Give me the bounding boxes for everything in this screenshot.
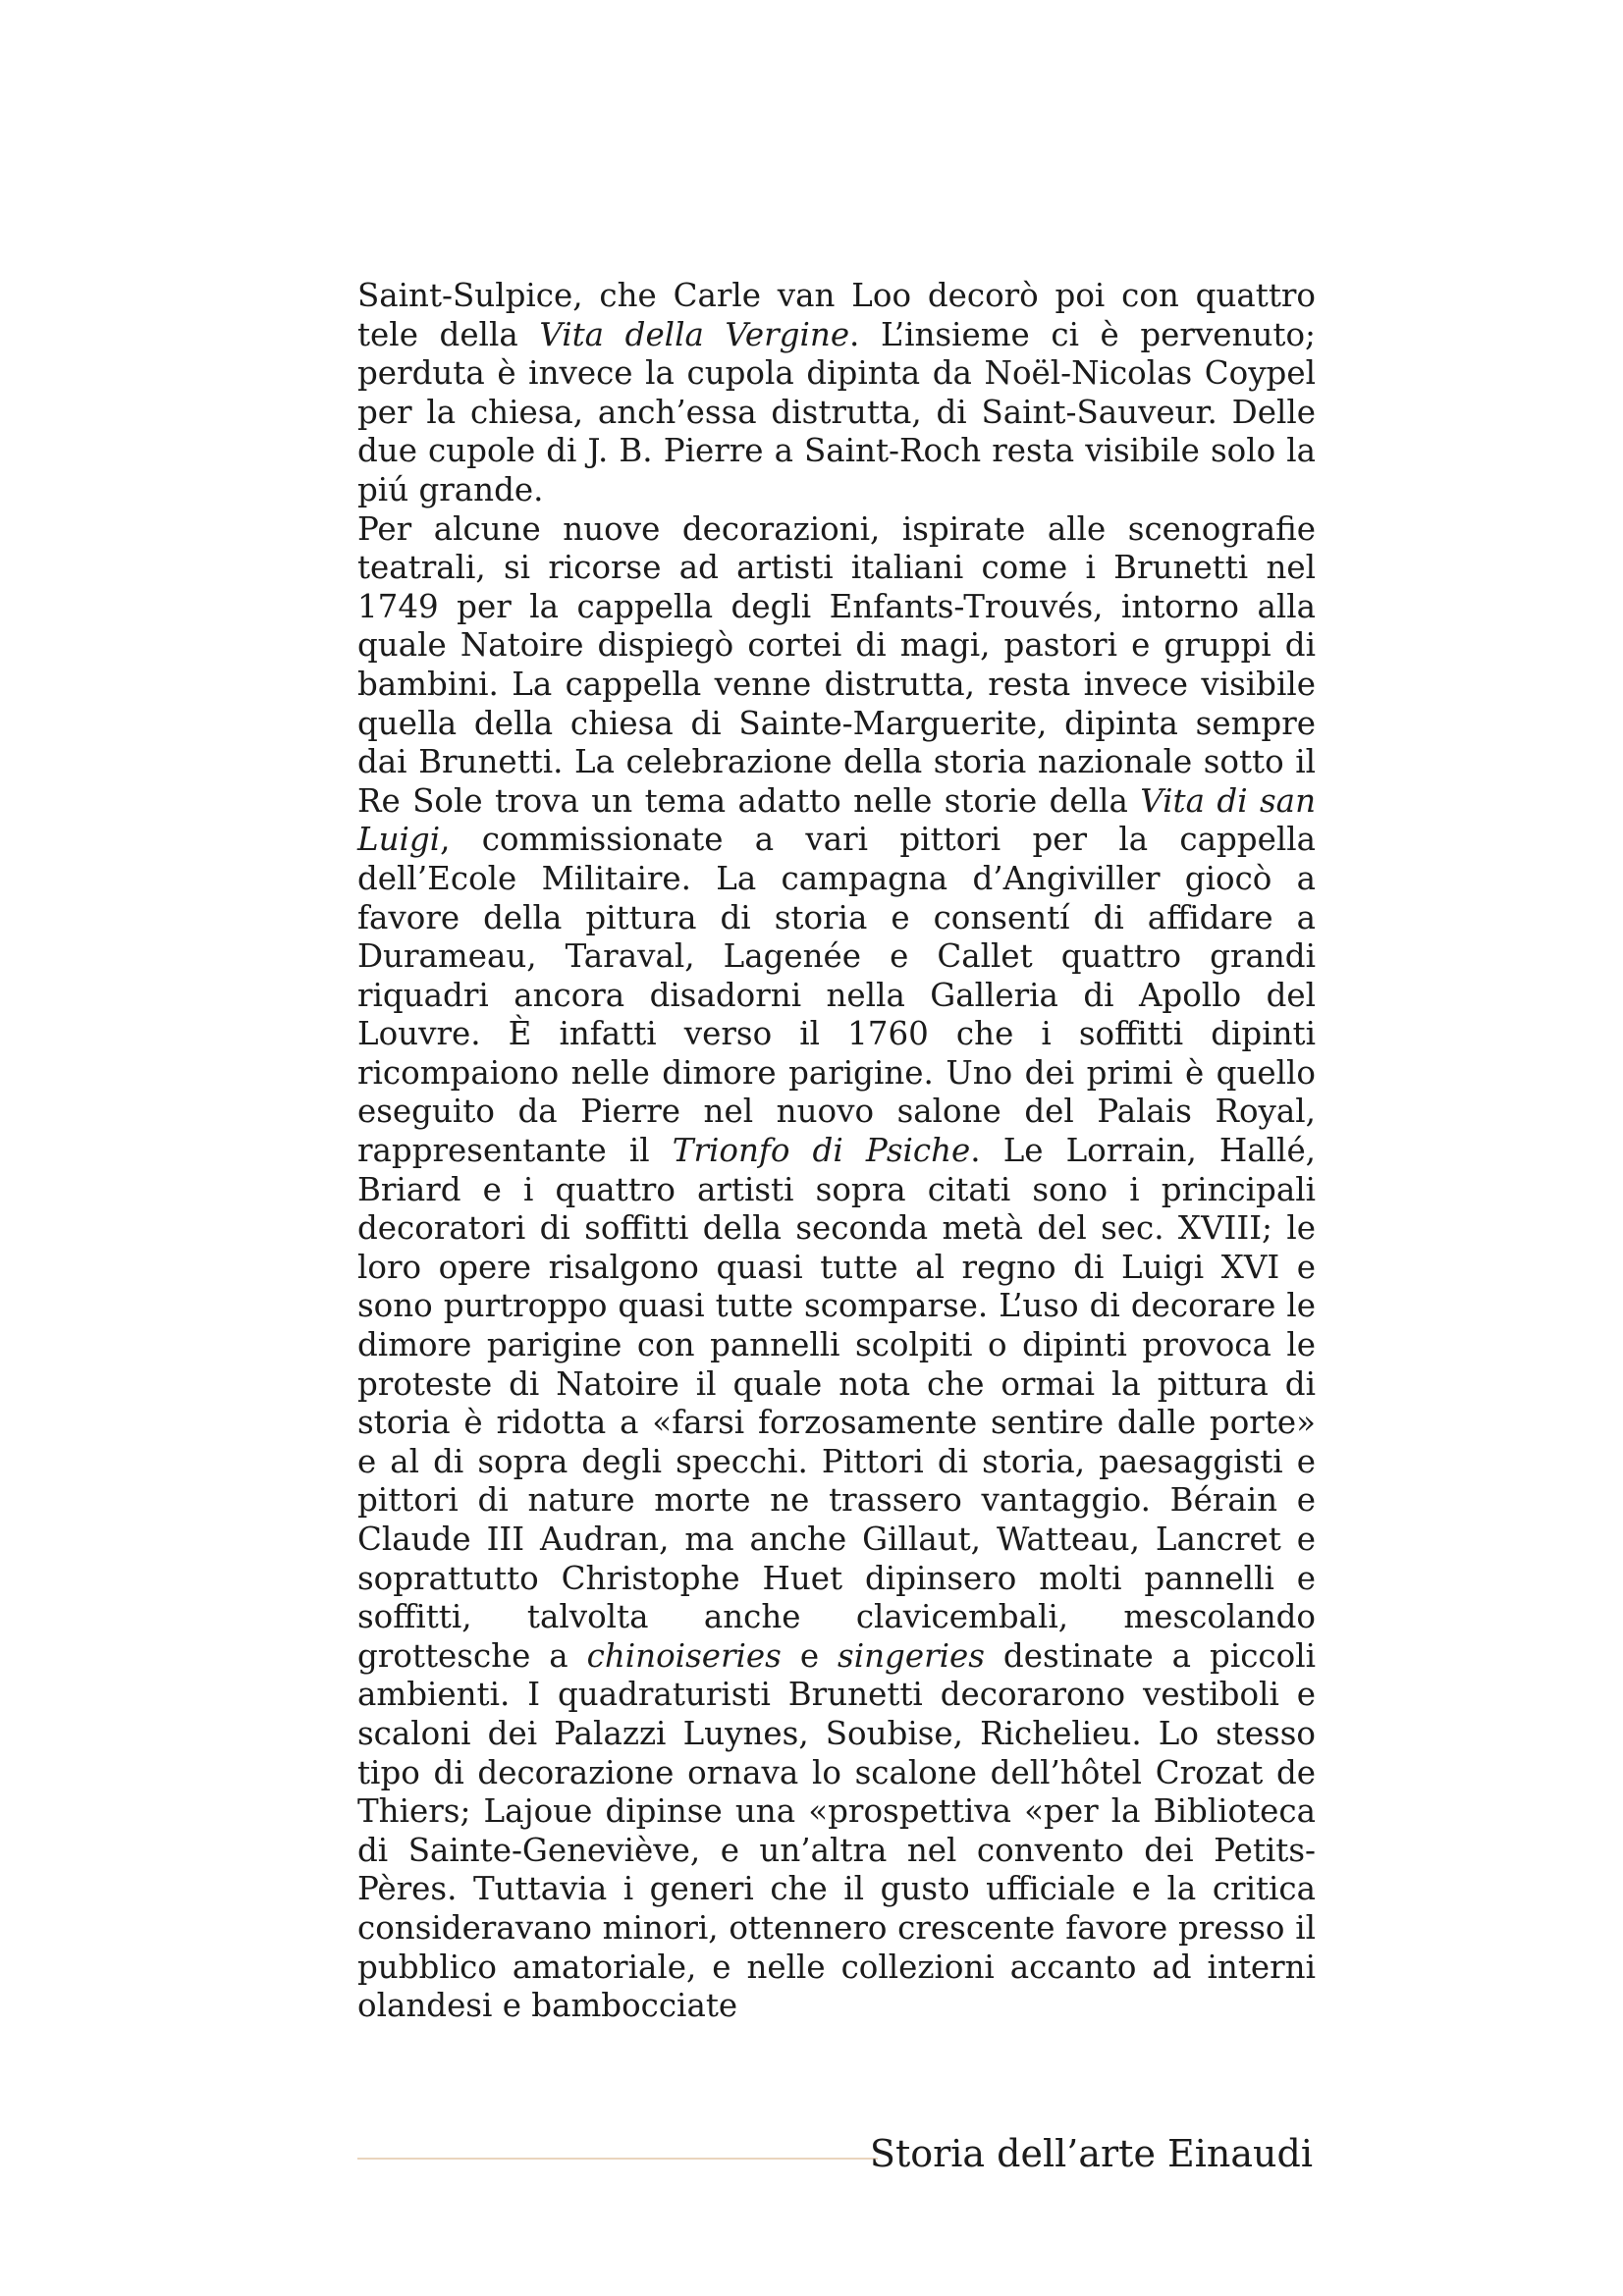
paragraph-2 [357,510,1316,2026]
text-run: Per alcune nuove decorazioni, ispirate alle scenografie teatrali, si ricorse ad artisti italiani come i Brunetti nel 1749 per la cappella degli Enfants-Trouvés, intorno alla quale Natoire dispiegò cortei di magi, pastori e gruppi di bambini. La cappella venne distrutta, resta invece visibile quella della chiesa di Sainte-Marguerite, dipinta sempre dai Brunetti. La celebrazione della storia nazionale sotto il Re Sole trova un tema adatto nelle storie della [357,509,1316,820]
footer-rule [357,2158,878,2160]
italic-title: Vita della Vergine [539,315,850,353]
body-text [357,277,1316,2026]
text-run: Saint-Sulpice, che Carle van Loo decorò poi con quattro tele della [357,277,1316,353]
footer-series-title: Storia dell’arte Einaudi [869,2132,1313,2175]
italic-title: Trionfo di Psiche [672,1132,971,1170]
text-run: e [781,1636,839,1675]
text-run: . L’insieme ci è pervenuto; perduta è invece la cupola dipinta da Noël-Nicolas Coypel per la chiesa, anch’essa distrutta, di Saint-Sauveur. Delle due cupole di J. B. Pierre a Saint-Roch resta visibile solo la piú grande. [357,315,1316,508]
italic-term: singeries [838,1636,985,1675]
italic-title: Vita di san Luigi [357,781,1316,859]
text-run: , commissionate a vari pittori per la cappella dell’Ecole Militaire. La campagna d’Angiviller giocò a favore della pittura di storia e consentí di affidare a Durameau, Taraval, Lagenée e Callet quattro grandi riquadri ancora disadorni nella Galleria di Apollo del Louvre. È infatti verso il 1760 che i soffitti dipinti ricompaiono nelle dimore parigine. Uno dei primi è quello eseguito da Pierre nel nuovo salone del Palais Royal, rappresentante il [357,821,1316,1170]
text-run: . Le Lorrain, Hallé, Briard e i quattro artisti sopra citati sono i principali decoratori di soffitti della seconda metà del sec. XVIII; le loro opere risalgono quasi tutte al regno di Luigi XVI e sono purtroppo quasi tutte scomparse. L’uso di decorare le dimore parigine con pannelli scolpiti o dipinti provoca le proteste di Natoire il quale nota che ormai la pittura di storia è ridotta a «farsi forzosamente sentire dalle porte» e al di sopra degli specchi. Pittori di storia, paesaggisti e pittori di nature morte ne trassero vantaggio. Bérain e Claude III Audran, ma anche Gillaut, Watteau, Lancret e soprattutto Christophe Huet dipinsero molti pannelli e soffitti, talvolta anche clavicembali, mescolando grottesche a [357,1132,1317,1675]
paragraph-1 [357,277,1316,510]
text-run: destinate a piccoli ambienti. I quadraturisti Brunetti decorarono vestiboli e scaloni dei Palazzi Luynes, Soubise, Richelieu. Lo stesso tipo di decorazione ornava lo scalone dell’hôtel Crozat de Thiers; Lajoue dipinse una «prospettiva «per la Biblioteca di Sainte-Geneviève, e un’altra nel convento dei Petits-Pères. Tuttavia i generi che il gusto ufficiale e la critica consideravano minori, ottennero crescente favore presso il pubblico amatoriale, e nelle collezioni accanto ad interni olandesi e bambocciate [357,1636,1316,2025]
italic-term: chinoiseries [586,1636,782,1675]
